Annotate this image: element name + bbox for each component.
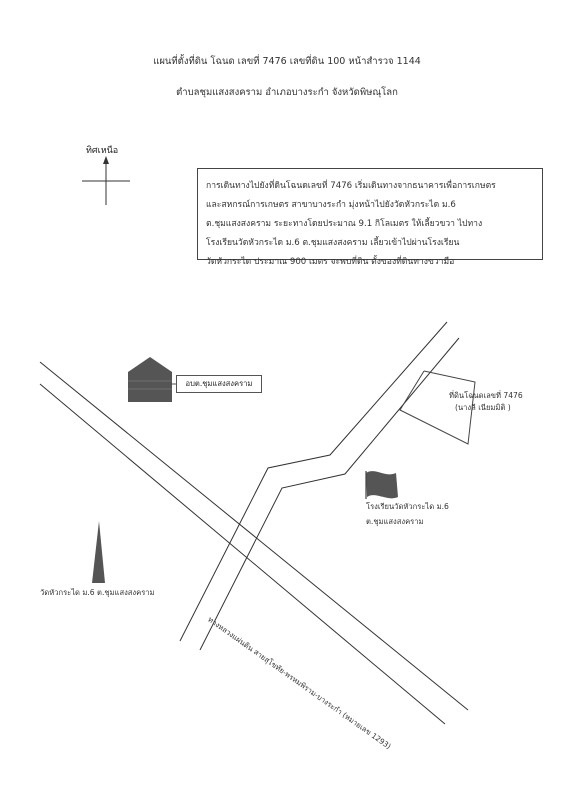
directions-line: โรงเรียนวัดหัวกระได ม.6 ต.ชุมแสงสงคราม เลี้ยวเข้าไปผ่านโรงเรียน	[206, 238, 460, 248]
branch-road	[180, 322, 459, 650]
highway-label: ทางหลวงแผ่นดิน สายสุโขทัย-พรหมพิราม-บางระกำ (หมายเลข 1293)	[206, 614, 393, 751]
directions-line: การเดินทางไปยังที่ดินโฉนดเลขที่ 7476 เริ่มเดินทางจากธนาคารเพื่อการเกษตร	[206, 181, 496, 191]
map-subtitle: ตำบลชุมแสงสงคราม อำเภอบางระกำ จังหวัดพิษณุโลก	[176, 87, 398, 98]
map-title: แผนที่ตั้งที่ดิน โฉนด เลขที่ 7476 เลขที่ดิน 100 หน้าสำรวจ 1144	[153, 56, 421, 67]
parcel-label: ที่ดินโฉนดเลขที่ 7476	[449, 391, 523, 400]
school-location-label: ต.ชุมแสงสงคราม	[366, 517, 424, 526]
parcel-owner-label: (นางลี เนียมมิติ )	[455, 403, 511, 412]
directions-line: วัดหัวกระได ประมาณ 900 เมตร จะพบที่ดิน ตั้งของที่ดินทางขวามือ	[206, 257, 455, 267]
office-label: อบต.ชุมแสงสงคราม	[176, 375, 262, 393]
directions-line: ต.ชุมแสงสงคราม ระยะทางโดยประมาณ 9.1 กิโลเมตร ให้เลี้ยวขวา ไปทาง	[206, 219, 483, 229]
north-arrow-label: ทิศเหนือ	[86, 146, 119, 156]
temple-spire-icon	[92, 521, 105, 583]
temple-label: วัดหัวกระได ม.6 ต.ชุมแสงสงคราม	[40, 588, 155, 597]
directions-line: และสหกรณ์การเกษตร สาขาบางระกำ มุ่งหน้าไปยังวัดหัวกระได ม.6	[206, 200, 456, 210]
north-arrow-icon	[82, 156, 130, 205]
building-icon	[128, 357, 177, 402]
school-label: โรงเรียนวัดหัวกระได ม.6	[366, 502, 449, 511]
flag-icon	[366, 471, 398, 499]
